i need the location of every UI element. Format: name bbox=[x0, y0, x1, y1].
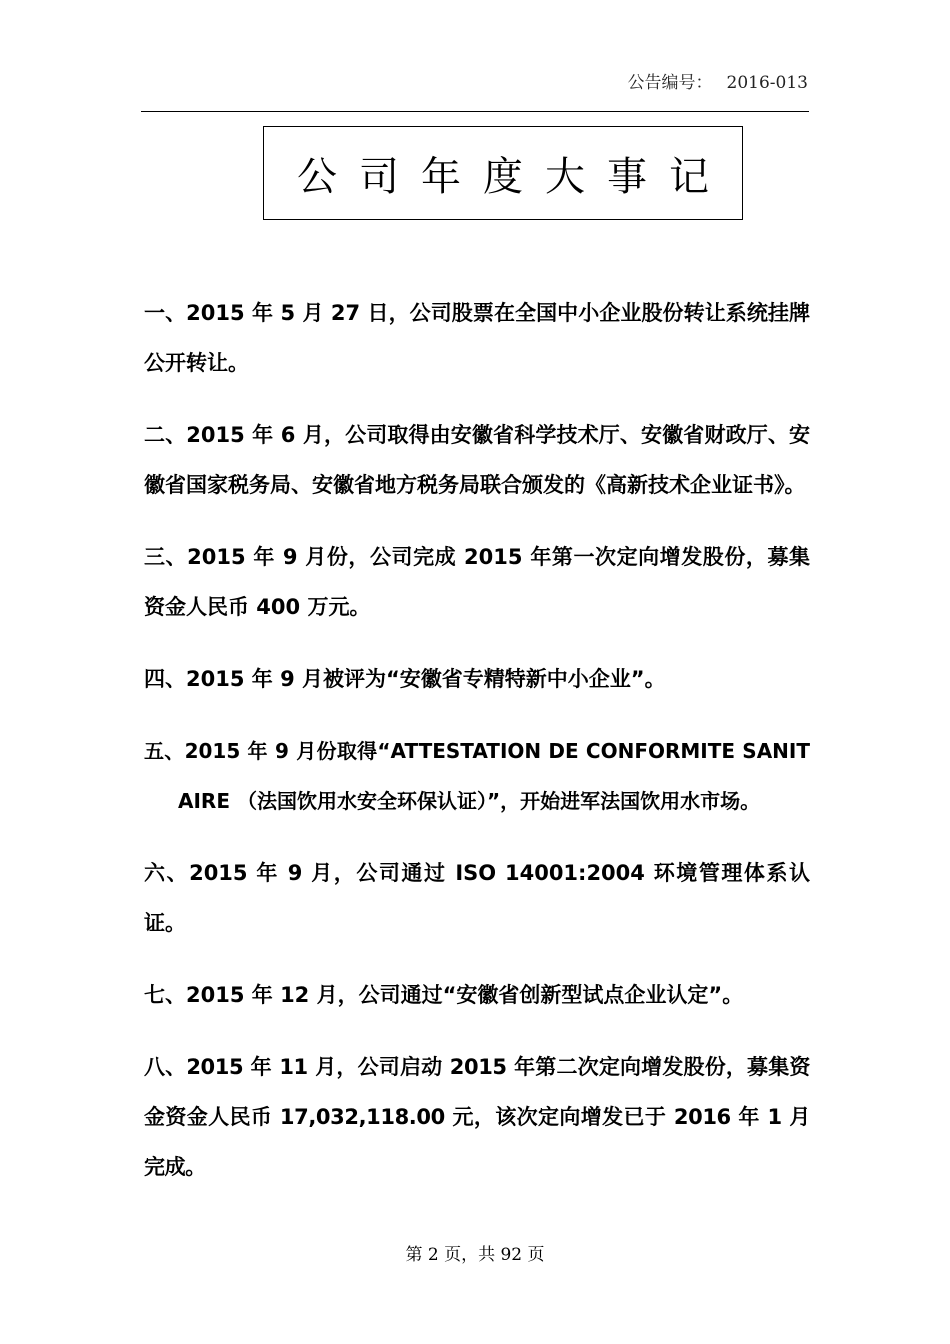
page-footer bbox=[0, 1240, 950, 1265]
event-list bbox=[144, 288, 810, 1214]
notice-number-label: 公告编号： bbox=[627, 73, 713, 93]
notice-number-value: 2016-013 bbox=[726, 73, 808, 93]
event-item-2: 二、2015 年 6 月，公司取得由安徽省科学技术厅、安徽省财政厅、安徽省国家税务局、安徽省地方税务局联合颁发的《高新技术企业证书》。 bbox=[144, 423, 810, 497]
notice-number bbox=[628, 68, 808, 93]
event-item-7: 七、2015 年 12 月，公司通过“安徽省创新型试点企业认定”。 bbox=[144, 983, 744, 1007]
event-item-8: 八、2015 年 11 月，公司启动 2015 年第二次定向增发股份，募集资金资金人民币 17,032,118.00 元，该次定向增发已于 2016 年 1 月完成。 bbox=[144, 1055, 810, 1179]
header-divider bbox=[141, 111, 809, 112]
page-indicator: 第 2 页，共 92 页 bbox=[405, 1245, 545, 1265]
document-title: 公司年度大事记 bbox=[297, 153, 731, 200]
title-box bbox=[263, 126, 743, 220]
event-item-6: 六、2015 年 9 月，公司通过 ISO 14001:2004 环境管理体系认证。 bbox=[144, 861, 810, 935]
event-item-4: 四、2015 年 9 月被评为“安徽省专精特新中小企业”。 bbox=[144, 667, 666, 691]
event-item-5: 五、2015 年 9 月份取得“ATTESTATION DE CONFORMITE SANITAIRE （法国饮用水安全环保认证）”，开始进军法国饮用水市场。 bbox=[144, 739, 810, 813]
event-item-1: 一、2015 年 5 月 27 日，公司股票在全国中小企业股份转让系统挂牌公开转让。 bbox=[144, 301, 810, 375]
event-item-3: 三、2015 年 9 月份，公司完成 2015 年第一次定向增发股份，募集资金人民币 400 万元。 bbox=[144, 545, 810, 619]
